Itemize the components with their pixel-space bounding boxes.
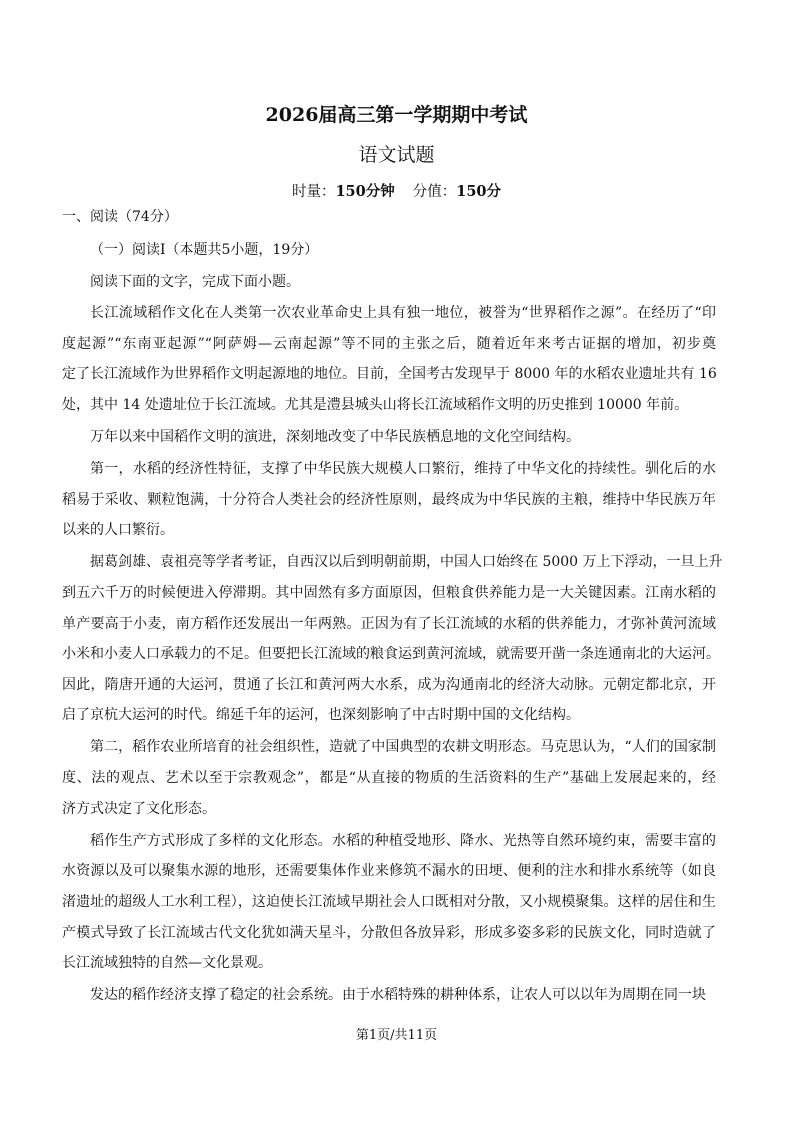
passage-line: 济方式决定了文化形态。 (62, 800, 216, 817)
passage-line: 产模式导致了长江流域古代文化犹如满天星斗，分散但各放异彩，形成多姿多彩的民族文化，同时造就了 (62, 924, 716, 941)
passage-line: 长江流域独特的自然—文化景观。 (62, 955, 272, 972)
passage-line: 启了京杭大运河的时代。绵延千年的运河，也深刻影响了中古时期中国的文化结构。 (62, 707, 580, 724)
passage-line: 单产要高于小麦，南方稻作还发展出一年两熟。正因为有了长江流域的水稻的供养能力，才弥补黄河流域 (62, 615, 716, 632)
exam-meta (0, 180, 793, 201)
passage-line: 小米和小麦人口承载力的不足。但要把长江流域的粮食运到黄河流域，就需要开凿一条连通南北的大运河。 (62, 646, 720, 663)
passage-line: 定了长江流域作为世界稻作文明起源地的地位。目前，全国考古发现早于 8000 年的水稻农业遗址共有 16 (62, 366, 717, 383)
page-footer: 第1页/共11页 (355, 1028, 438, 1043)
exam-subtitle: 语文试题 (358, 144, 435, 166)
passage-line: 因此，隋唐开通的大运河，贯通了长江和黄河两大水系，成为沟通南北的经济大动脉。元朝定都北京，开 (62, 676, 716, 693)
exam-title: 2026届高三第一学期期中考试 (265, 104, 528, 126)
passage-line: 度、法的观点、艺术以至于宗教观念”，都是“从直接的物质的生活资料的生产”基础上发展起来的，经 (62, 770, 716, 786)
passage-line: 到五六千万的时候便进入停滞期。其中固然有多方面原因，但粮食供养能力是一大关键因素。江南水稻的 (62, 584, 716, 601)
passage-line: 处，其中 14 处遗址位于长江流域。尤其是澧县城头山将长江流域稻作文明的历史推到 10000 年前。 (62, 396, 689, 413)
section-heading: 一、阅读（74分） (62, 209, 178, 225)
passage-line: 稻易于采收、颗粒饱满，十分符合人类社会的经济性原则，最终成为中华民族的主粮，维持中华民族万年 (62, 491, 716, 508)
score-label: 分值： (412, 184, 457, 200)
passage-line: 长江流域稻作文化在人类第一次农业革命史上具有独一地位，被誉为“世界稻作之源”。在经历了“印 (90, 305, 716, 321)
time-label: 时量： (291, 184, 336, 200)
passage-line: 度起源”“东南亚起源”“阿萨姆—云南起源”等不同的主张之后，随着近年来考古证据的增加，初步奠 (62, 335, 716, 352)
time-value: 150分钟 (335, 183, 395, 200)
score-value: 150分 (456, 183, 502, 200)
passage-line: 以来的人口繁衍。 (62, 522, 174, 539)
passage-line: 第一，水稻的经济性特征，支撑了中华民族大规模人口繁衍，维持了中华文化的持续性。驯化后的水 (90, 461, 716, 477)
subsection-heading: （一）阅读I（本题共5小题，19分） (90, 242, 319, 258)
passage-line: 第二，稻作农业所培育的社会组织性，造就了中国典型的农耕文明形态。马克思认为，“人们的国家制 (90, 739, 716, 756)
passage-line: 水资源以及可以聚集水源的地形，还需要集体作业来修筑不漏水的田埂、便利的注水和排水系统等（如良 (62, 863, 716, 880)
passage-line: 万年以来中国稻作文明的演进，深刻地改变了中华民族栖息地的文化空间结构。 (90, 428, 580, 445)
passage-line: 稻作生产方式形成了多样的文化形态。水稻的种植受地形、降水、光热等自然环境约束，需要丰富的 (90, 832, 716, 849)
passage-line: 渚遗址的超级人工水利工程），这迫使长江流域早期社会人口既相对分散，又小规模聚集。这样的居住和生 (62, 893, 716, 910)
passage-line: 据葛剑雄、袁祖亮等学者考证，自西汉以后到明朝前期，中国人口始终在 5000 万上下浮动，一旦上升 (90, 554, 723, 571)
passage-line: 发达的稻作经济支撑了稳定的社会系统。由于水稻特殊的耕种体系，让农人可以以年为周期在同一块 (90, 987, 706, 1004)
instruction: 阅读下面的文字，完成下面小题。 (90, 274, 300, 290)
